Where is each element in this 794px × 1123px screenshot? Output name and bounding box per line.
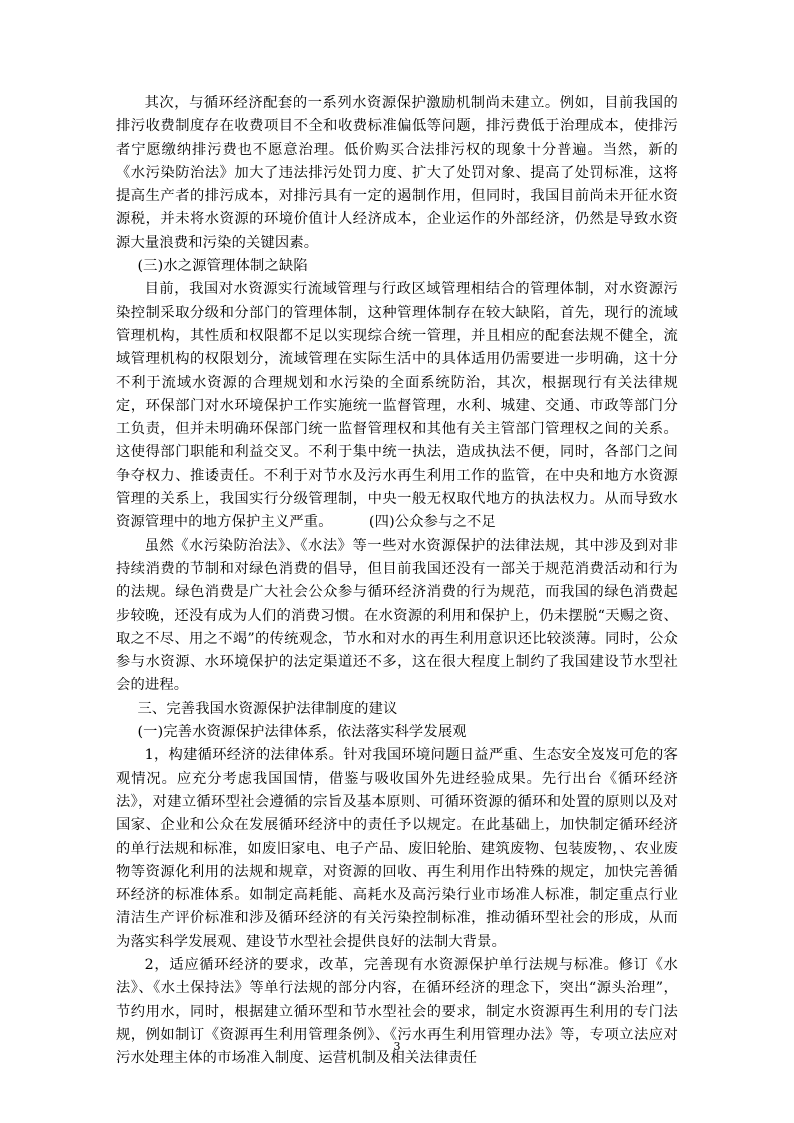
section-heading-management-defects: (三)水之源管理体制之缺陷 [137, 258, 308, 275]
section-heading-recommendations: 三、完善我国水资源保护法律制度的建议 [137, 700, 398, 717]
subsection-heading-legal-system: (一)完善水资源保护法律体系，依法落实科学发展观 [137, 724, 467, 741]
paragraph-circular-economy-law: 1，构建循环经济的法律体系。针对我国环境问题日益严重、生态安全岌岌可危的客观情况。应充分考虑我国国情，借鉴与吸收国外先进经验成果。先行出台《循环经济法》，对建立循环型社会遵循的宗旨及基本原则、可循环资源的循环和处置的原则以及对国家、企业和公众在发展循环经济中的责任予以规定。在此基础上，加快制定循环经济的单行法规和标准，如废旧家电、电子产品、废旧轮胎、建筑废物、包装废物，、农业废物等资源化利用的法规和规章，对资源的回收、再生利用作出特殊的规定，加快完善循环经济的标准体系。如制定高耗能、高耗水及高污染行业市场准人标准，制定重点行业清洁生产评价标准和涉及循环经济的有关污染控制标准，推动循环型社会的形成，从而为落实科学发展观、建设节水型社会提供良好的法制大背景。 [116, 747, 678, 950]
paragraph-public-participation: 虽然《水污染防治法》、《水法》等一些对水资源保护的法律法规，其中涉及到对非持续消费的节制和对绿色消费的倡导，但目前我国还没有一部关于规范消费活动和行为的法规。绿色消费是广大社会公众参与循环经济消费的行为规范，而我国的绿色消费起步较晚，还没有成为人们的消费习惯。在水资源的利用和保护上，仍未摆脱“天赐之资、取之不尽、用之不竭”的传统观念，节水和对水的再生利用意识还比较淡薄。同时，公众参与水资源、水环境保护的法定渠道还不多，这在很大程度上制约了我国建设节水型社会的进程。 [116, 537, 678, 694]
body-text [116, 92, 678, 1070]
paragraph-management-system: 目前，我国对水资源实行流域管理与行政区域管理相结合的管理体制，对水资源污染控制采取分级和分部门的管理体制，这种管理体制存在较大缺陷，首先，现行的流域管理机构，其性质和权限都不足以实现综合统一管理，并且相应的配套法规不健全，流域管理机构的权限划分，流域管理在实际生活中的具体适用仍需要进一步明确，这十分不利于流域水资源的合理规划和水污染的全面系统防治，其次，根据现行有关法律规定，环保部门对水环境保护工作实施统一监督管理，水利、城建、交通、市政等部门分工负责，但并未明确环保部门统一监督管理权和其他有关主管部门管理权之间的关系。这使得部门职能和利益交叉。不利于集中统一执法，造成执法不便，同时，各部门之间争夺权力、推诿责任。不利于对节水及污水再生利用工作的监管，在中央和地方水资源管理的关系上，我国实行分级管理制，中央一般无权取代地方的执法权力。从而导致水资源管理中的地方保护主义严重。 (四)公众参与之不足 [116, 281, 678, 531]
paragraph-reform-regulations: 2，适应循环经济的要求，改革，完善现有水资源保护单行法规与标准。修订《水法》、《水土保持法》等单行法规的部分内容，在循环经济的理念下，突出“源头治理”，节约用水，同时，根据建立循环型和节水型社会的要求，制定水资源再生利用的专门法规，例如制订《资源再生利用管理条例》、《污水再生利用管理办法》等，专项立法应对污水处理主体的市场准入制度、运营机制及相关法律责任 [116, 956, 678, 1067]
page-number: 3 [393, 1040, 401, 1053]
paragraph-incentive-mechanism: 其次，与循环经济配套的一系列水资源保护激励机制尚未建立。例如，目前我国的排污收费制度存在收费项目不全和收费标准偏低等问题，排污费低于治理成本，使排污者宁愿缴纳排污费也不愿意治理。低价购买合法排污权的现象十分普遍。当然，新的《水污染防治法》加大了违法排污处罚力度、扩大了处罚对象、提高了处罚标准，这将提高生产者的排污成本，对排污具有一定的遏制作用，但同时，我国目前尚未开征水资源税，并未将水资源的环境价值计人经济成本，企业运作的外部经济，仍然是导致水资源大量浪费和污染的关键因素。 [116, 95, 678, 251]
